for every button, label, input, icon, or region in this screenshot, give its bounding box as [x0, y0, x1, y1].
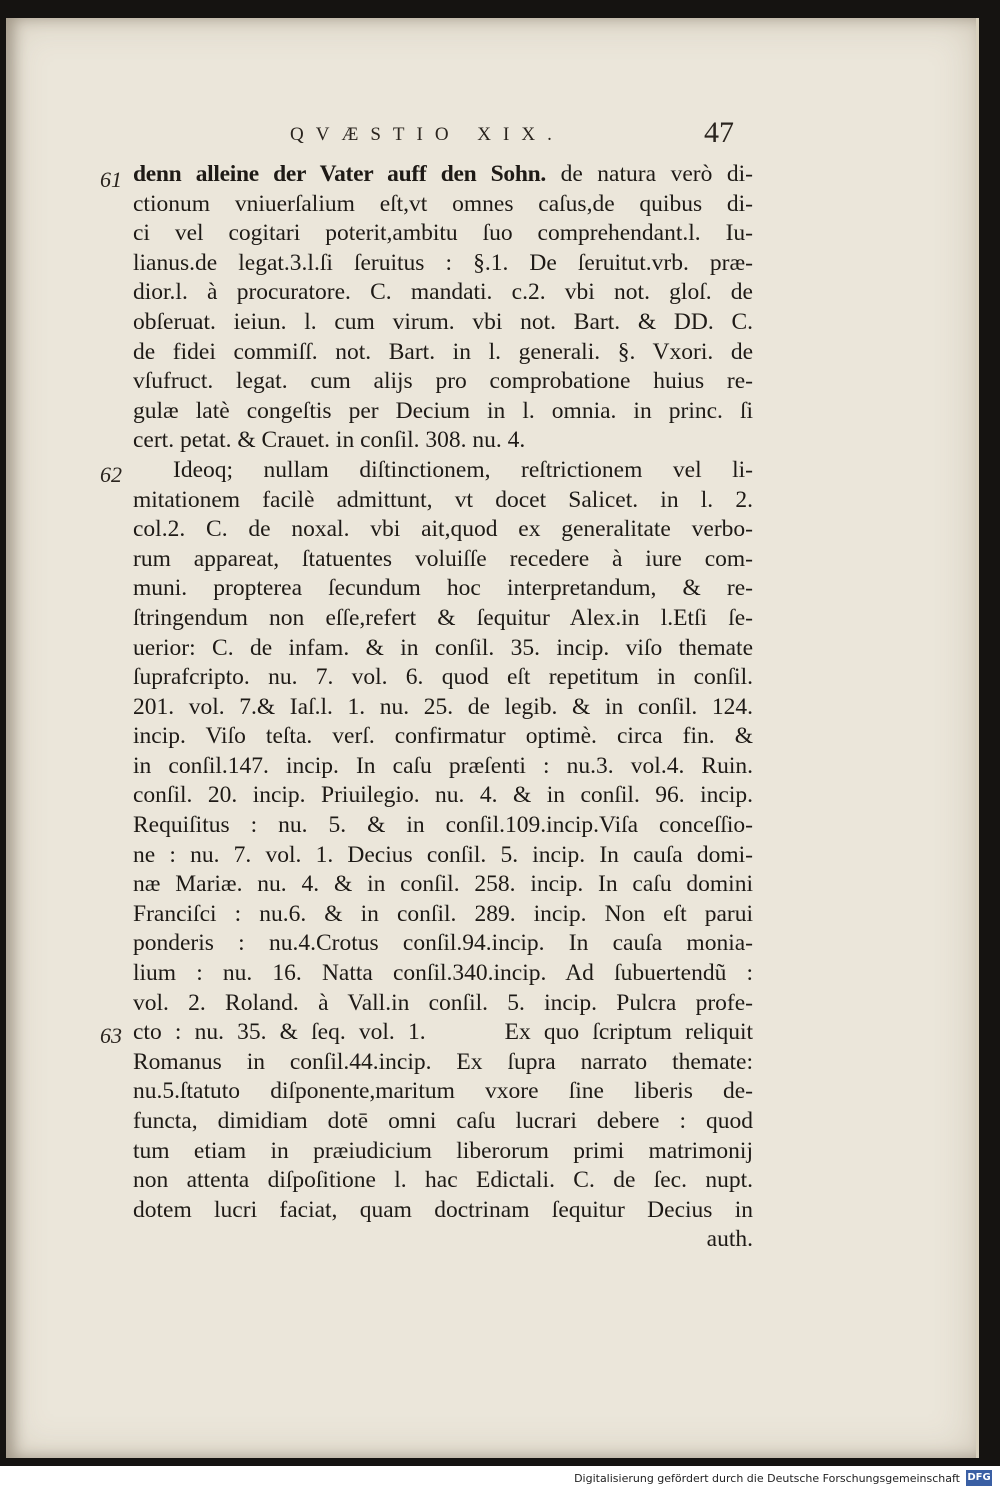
text-line: tum etiam in præiudicium liberorum primi matrimonij: [133, 1137, 753, 1164]
catchword: auth.: [706, 1226, 753, 1253]
text-line: dior.l. à procuratore. C. mandati. c.2. vbi not. gloſ. de: [133, 279, 753, 306]
text-line: mitationem facilè admittunt, vt docet Salicet. in l. 2.: [133, 486, 753, 513]
text-line: næ Mariæ. nu. 4. & in conſil. 258. incip. In caſu domini: [133, 871, 753, 898]
text-line: gulæ latè congeſtis per Decium in l. omnia. in princ. ſi: [133, 397, 753, 424]
text-line: denn alleine der Vater auff den Sohn. de natura verò di-: [133, 161, 754, 187]
text-line: rum appareat, ſtatuentes voluiſſe recedere à iure com-: [133, 545, 753, 572]
text-line: nu.5.ſtatuto diſponente,maritum vxore ſine liberis de-: [133, 1078, 753, 1105]
text-line: ne : nu. 7. vol. 1. Decius conſil. 5. incip. In cauſa domi-: [133, 841, 753, 868]
text-line: non attenta diſpoſitione l. hac Edictali. C. de ſec. nupt.: [133, 1167, 753, 1194]
blackletter-phrase: denn alleine der Vater auff den Sohn.: [133, 161, 546, 187]
text-line: vſufruct. legat. cum alijs pro comprobatione huius re-: [133, 368, 753, 395]
text-line: de fidei commiſſ. not. Bart. in l. generali. §. Vxori. de: [133, 338, 753, 365]
page-header: [130, 116, 740, 156]
text-line: conſil. 20. incip. Priuilegio. nu. 4. & in conſil. 96. incip.: [133, 782, 753, 809]
text-line: Franciſci : nu.6. & in conſil. 289. incip. Non eſt parui: [133, 900, 753, 927]
text-line: cert. petat. & Crauet. in conſil. 308. nu. 4.: [133, 427, 526, 454]
text-line: ci vel cogitari poterit,ambitu ſuo comprehendant.l. Iu-: [133, 220, 753, 247]
text-line: incip. Viſo teſta. verſ. confirmatur optimè. circa fin. &: [133, 723, 753, 750]
text-line: Romanus in conſil.44.incip. Ex ſupra narrato themate:: [133, 1048, 753, 1075]
text-line: ctionum vniuerſalium eſt,vt omnes caſus,de quibus di-: [133, 190, 753, 217]
text-line: vol. 2. Roland. à Vall.in conſil. 5. incip. Pulcra profe-: [133, 989, 753, 1016]
digitization-credit: Digitalisierung gefördert durch die Deutsche Forschungsgemeinschaft: [574, 1472, 960, 1485]
text-line: ſtringendum non eſſe,refert & ſequitur Alex.in l.Etſi ſe-: [133, 604, 753, 631]
text-line: ponderis : nu.4.Crotus conſil.94.incip. In cauſa monia-: [133, 930, 753, 957]
dfg-logo: DFG: [966, 1470, 992, 1486]
text-line: col.2. C. de noxal. vbi ait,quod ex generalitate verbo-: [133, 516, 753, 543]
text-line: in conſil.147. incip. In caſu præſenti : nu.3. vol.4. Ruin.: [133, 752, 753, 779]
margin-number: 61: [100, 167, 122, 192]
body-text: [133, 160, 753, 1255]
text-line: cto : nu. 35. & ſeq. vol. 1. Ex quo ſcriptum reliquit: [133, 1019, 753, 1046]
text-line: ſuprafcripto. nu. 7. vol. 6. quod eſt repetitum in conſil.: [133, 664, 753, 691]
text-line: 201. vol. 7.& Iaſ.l. 1. nu. 25. de legib. & in conſil. 124.: [133, 693, 753, 720]
running-title: QVÆSTIO XIX.: [290, 124, 564, 145]
margin-number: 63: [100, 1023, 122, 1048]
margin-number: 62: [100, 462, 122, 487]
text-line: functa, dimidiam dotē omni caſu lucrari debere : quod: [133, 1108, 753, 1134]
text-line: lianus.de legat.3.l.ſi ſeruitus : §.1. De ſeruitut.vrb. præ-: [133, 249, 753, 276]
text-line: uerior: C. de infam. & in conſil. 35. incip. viſo themate: [133, 634, 753, 661]
text-line: lium : nu. 16. Natta conſil.340.incip. Ad ſubuertendũ :: [133, 960, 753, 987]
text-line: obſeruat. ieiun. l. cum virum. vbi not. Bart. & DD. C.: [133, 308, 753, 335]
text-line: muni. propterea ſecundum hoc interpretandum, & re-: [133, 575, 753, 602]
text-line: Requiſitus : nu. 5. & in conſil.109.incip.Viſa conceſſio-: [133, 812, 753, 839]
text-line: Ideoq; nullam diſtinctionem, reſtrictionem vel li-: [173, 456, 753, 483]
page-number: 47: [704, 116, 734, 149]
text-line: dotem lucri faciat, quam doctrinam ſequitur Decius in: [133, 1196, 753, 1223]
